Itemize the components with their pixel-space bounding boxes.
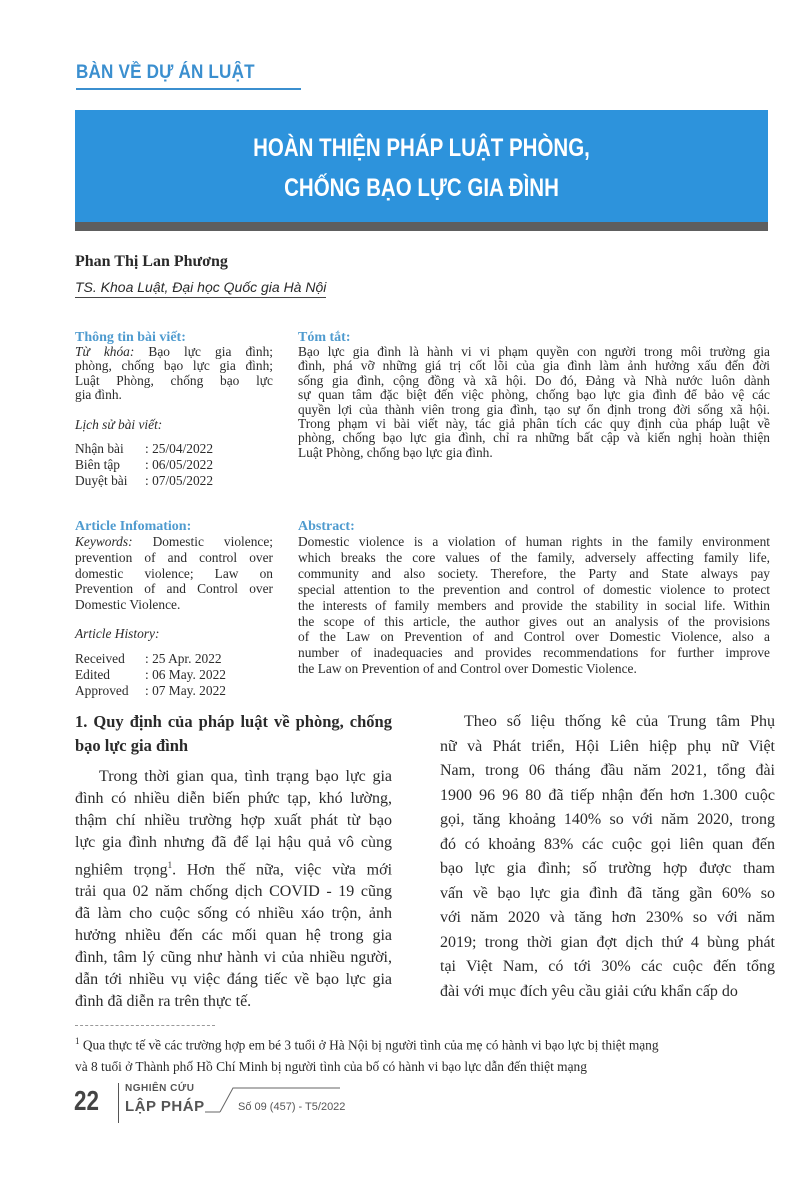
text-line: đình có nhiều diễn biến phức tạp, khó lường, [75, 790, 392, 807]
text-line: Luật Phòng, chống bạo lực gia đình. [298, 444, 493, 460]
history-row [75, 683, 273, 699]
text-line: Trong phạm vi bài viết này, tác giả phân tích các quy định của pháp luật về [298, 416, 770, 432]
history-value: : 07 May. 2022 [145, 683, 226, 699]
author-affiliation: TS. Khoa Luật, Đại học Quốc gia Hà Nội [75, 279, 326, 298]
text-line: the Law on Prevention of and Control over Domestic Violence. [298, 661, 637, 677]
history-label: Article History: [75, 625, 160, 641]
footer-divider [118, 1083, 119, 1123]
keywords-line: Luật Phòng, chống bạo lực [75, 372, 273, 388]
text-line: sự quan tâm đặc biệt đến việc phòng, chống bạo lực gia đình để bảo vệ các [298, 387, 770, 403]
text-line: vấn về bạo lực gia đình đã tăng gần 60% so [440, 884, 775, 902]
history-list [75, 441, 273, 489]
history-key: Nhận bài [75, 441, 124, 457]
abstract-vi [298, 330, 770, 460]
text-line: special attention to the prevention and control of domestic violence to protect [298, 581, 770, 597]
text-line: hưởng nhiều đến các mối quan hệ trong gia [75, 927, 392, 945]
text-line: phòng, chống bạo lực gia đình, chỉ ra những bất cập và kiến nghị hoàn thiện [298, 430, 770, 446]
text-line: nữ và Phát triển, Hội Liên hiệp phụ nữ Việt [440, 737, 775, 755]
footnote-line: và 8 tuổi ở Thành phố Hồ Chí Minh bị người tình của bố có hành vi bạo lực dẫn đến thiệt mạng [75, 1059, 587, 1075]
keywords [75, 345, 273, 403]
text-line: dẫn tới nhiều vụ việc đáng tiếc về bạo lực gia [75, 971, 392, 989]
history-value: : 06 May. 2022 [145, 667, 226, 683]
text-line: đài với mục đích yêu cầu giải cứu khẩn cấp do [440, 982, 738, 1000]
text-line: of the Law on Prevention of and Control over Domestic Violence, also a [298, 629, 770, 645]
history-value: : 07/05/2022 [145, 473, 214, 489]
article-info-en [75, 519, 273, 699]
keywords-line: Domestic violence; [132, 534, 273, 549]
footnote-line [75, 1030, 787, 1056]
text-line: đã làm cho cuộc sống có nhiều xáo trộn, ảnh [75, 905, 392, 923]
abstract-heading: Tóm tắt: [298, 330, 351, 345]
keywords-line: Prevention of and Control over [75, 581, 273, 597]
text-fragment: . Hơn thế nữa, việc vừa mới [172, 861, 393, 879]
text-line: 1900 96 96 80 đã tiếp nhận đến hơn 1.300 cuộc [440, 786, 775, 804]
journal-brand-bottom: LẬP PHÁP [125, 1098, 205, 1115]
paragraph [75, 766, 392, 1013]
text-line [75, 854, 392, 881]
text-line: Trong thời gian qua, tình trạng bạo lực gia [99, 768, 392, 785]
info-heading: Thông tin bài viết: [75, 330, 186, 345]
text-line: Nam, trong 06 tháng đầu năm 2021, tổng đài [440, 762, 775, 779]
footnote-text: Qua thực tế về các trường hợp em bé 3 tuổi ở Hà Nội bị người tình của mẹ có hành vi bạo lực bị thiệt mạng [79, 1037, 659, 1053]
article-title [75, 128, 768, 208]
text-line: bạo lực gia đình; số trường hợp được tham [440, 860, 775, 877]
section-tag: BÀN VỀ DỰ ÁN LUẬT [76, 62, 255, 83]
section-heading-line: 1. Quy định của pháp luật về phòng, chống [75, 712, 392, 731]
abstract-text [298, 534, 770, 677]
keywords-line: Domestic Violence. [75, 597, 181, 613]
history-value: : 25/04/2022 [145, 441, 214, 457]
history-value: : 06/05/2022 [145, 457, 214, 473]
text-fragment: nghiêm trọng [75, 861, 168, 879]
text-line: đình, phá vỡ những giá trị cốt lõi của gia đình làm ảnh hưởng xấu đến đời [298, 358, 770, 374]
text-line: tại Việt Nam, có tới 30% các cuộc đến tổng [440, 958, 775, 975]
keywords-line: gia đình. [75, 387, 122, 403]
page-number: 22 [74, 1085, 99, 1116]
section-rule [76, 88, 301, 90]
keywords [75, 534, 273, 613]
article-info-vi [75, 330, 273, 489]
text-line: 2019; trong thời gian đợt dịch thứ 4 bùng phát [440, 933, 775, 951]
text-line: quyền lợi của thành viên trong gia đình, tạo sự ổn định trong đời sống xã hội. [298, 401, 770, 417]
text-line: đình đã diễn ra trên thực tế. [75, 993, 252, 1011]
text-line: sống gia đình, cộng đồng và xã hội. Do đó, Đảng và Nhà nước luôn dành [298, 372, 770, 388]
info-heading: Article Infomation: [75, 519, 192, 534]
abstract-heading: Abstract: [298, 519, 355, 534]
author-name: Phan Thị Lan Phương [75, 253, 228, 270]
text-line: với năm 2020 và tăng hơn 230% so với năm [440, 909, 775, 926]
text-line: number of inadequacies and provides recommendations for further improve [298, 645, 770, 661]
text-line: the scope of this article, the author gives out an analysis of the provisions [298, 613, 770, 629]
title-banner-shadow [75, 222, 768, 231]
abstract-en [298, 519, 770, 677]
body-left-column [75, 710, 392, 1013]
history-row [75, 651, 273, 667]
keywords-label: Keywords: [75, 534, 133, 549]
journal-issue: Số 09 (457) - T5/2022 [238, 1101, 346, 1113]
history-key: Edited [75, 667, 110, 683]
history-row [75, 457, 273, 473]
abstract-text [298, 345, 770, 460]
keywords-line: prevention of and control over [75, 549, 273, 565]
text-line: đình, tâm lý cũng như hành vi của nhiều người, [75, 949, 392, 967]
history-key: Approved [75, 683, 129, 699]
history-row [75, 667, 273, 683]
keywords-label: Từ khóa: [75, 344, 135, 359]
text-line: trải qua 02 năm chống dịch COVID - 19 cũng [75, 883, 392, 901]
keywords-first-line [75, 345, 273, 359]
section-heading [75, 710, 392, 758]
footnote-separator [75, 1025, 215, 1026]
section-heading-line: bạo lực gia đình [75, 736, 189, 755]
text-line: community and also society. Therefore, the Party and State always pay [298, 565, 770, 581]
text-line: lực gia đình nhưng đã để lại hậu quả vô cùng [75, 834, 392, 851]
footnote [75, 1030, 787, 1078]
keywords-first-line [75, 534, 273, 550]
text-line: Bạo lực gia đình là hành vi vi phạm quyền con người trong môi trường gia [298, 344, 770, 359]
body-right-column [440, 710, 775, 1004]
history-key: Received [75, 651, 125, 667]
keywords-line: phòng, chống bạo lực gia đình; [75, 358, 273, 374]
history-row [75, 473, 273, 489]
history-value: : 25 Apr. 2022 [145, 651, 222, 667]
text-line: đó có khoảng 83% các cuộc gọi liên quan đến [440, 835, 775, 853]
keywords-line: domestic violence; Law on [75, 565, 273, 581]
history-label: Lịch sử bài viết: [75, 416, 163, 432]
text-line: the interests of family members and provide the stability in social life. Within [298, 597, 770, 613]
footnote-ref[interactable]: 1 [167, 860, 173, 870]
footnote-marker: 1 [75, 1036, 80, 1046]
text-line: Domestic violence is a violation of human rights in the family environment [298, 534, 770, 549]
text-line: which breaks the core values of the family, adversely affecting family life, [298, 549, 770, 565]
text-line: gọi, tăng khoảng 140% so với năm 2020, trong [440, 811, 775, 828]
history-row [75, 441, 273, 457]
keywords-line: Bạo lực gia đình; [134, 344, 273, 359]
title-line: HOÀN THIỆN PHÁP LUẬT PHÒNG, [253, 134, 590, 162]
history-key: Biên tập [75, 457, 120, 473]
history-list [75, 651, 273, 699]
history-key: Duyệt bài [75, 473, 128, 489]
journal-brand-top: NGHIÊN CỨU [125, 1083, 195, 1094]
text-line: Theo số liệu thống kê của Trung tâm Phụ [464, 713, 775, 730]
text-line: thậm chí nhiều trường hợp xuất phát từ bạo [75, 812, 392, 829]
title-line: CHỐNG BẠO LỰC GIA ĐÌNH [284, 174, 559, 202]
